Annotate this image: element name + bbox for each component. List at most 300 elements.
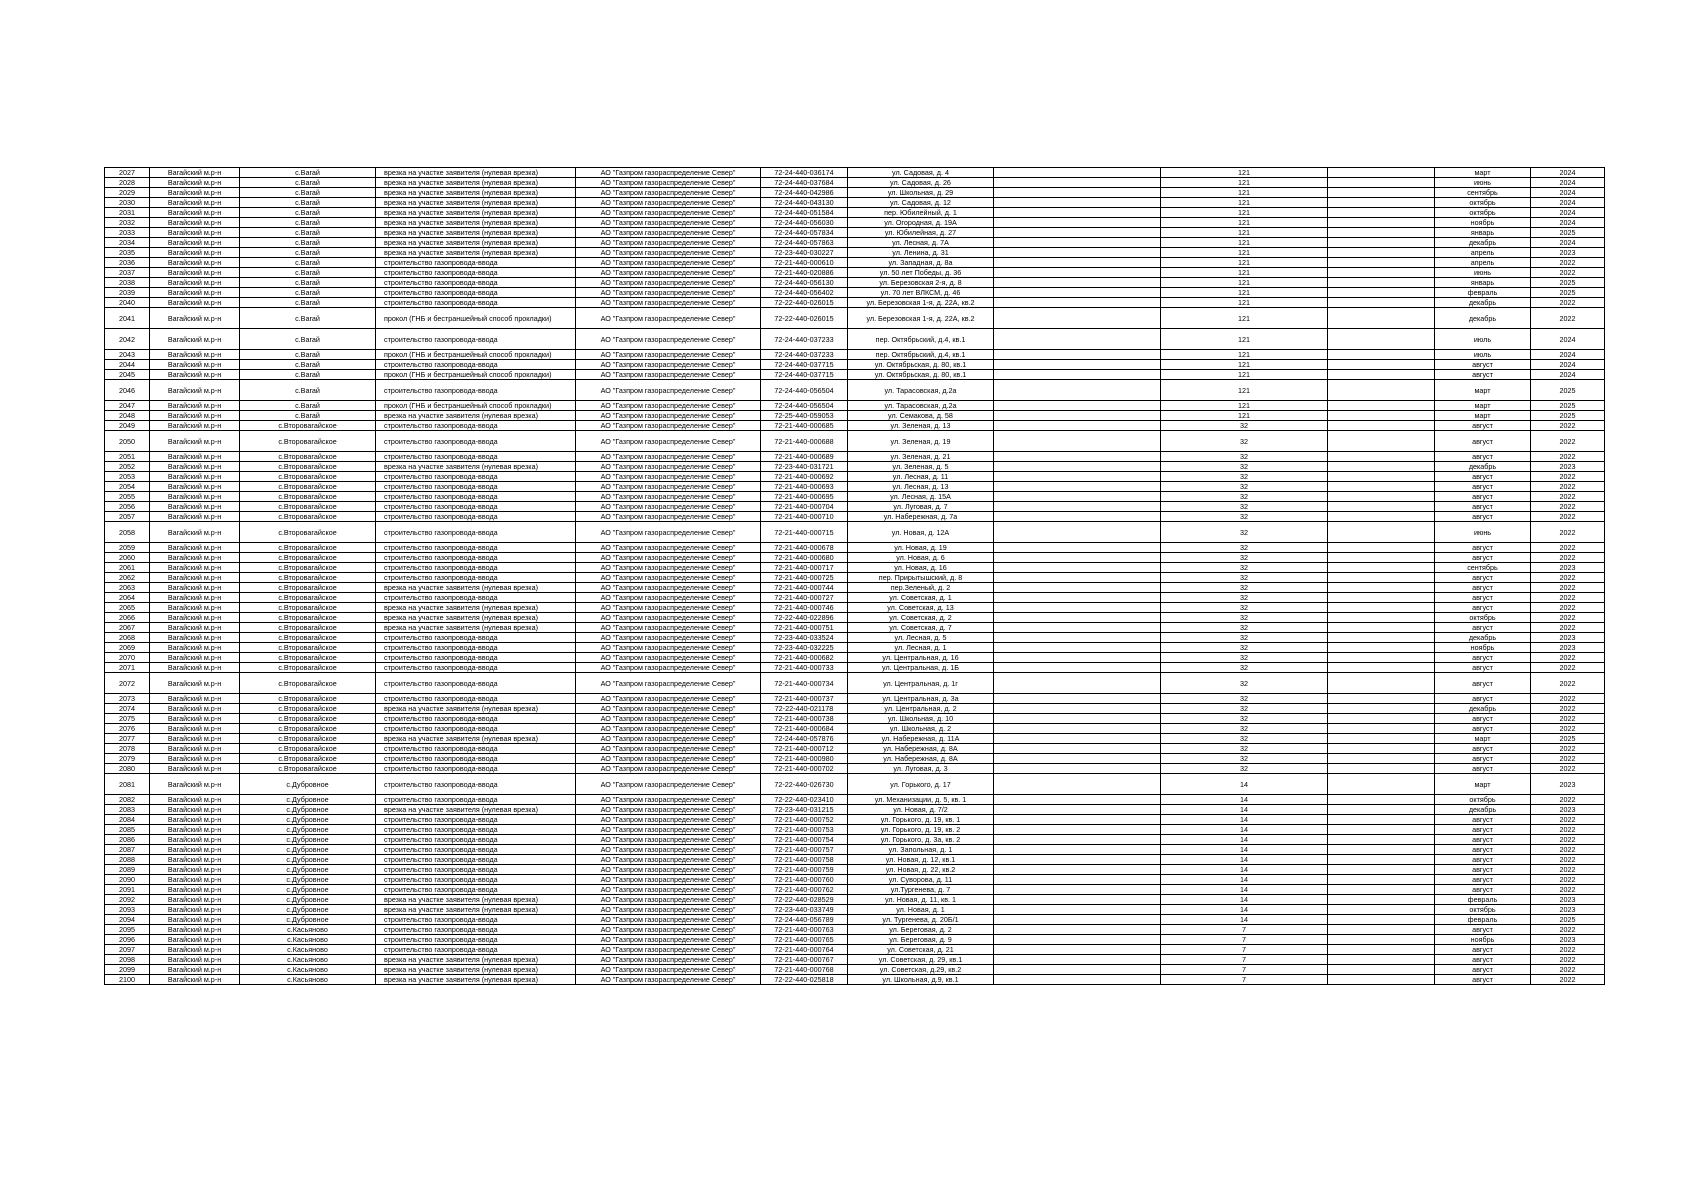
district: Вагайский м.р-н — [150, 492, 240, 502]
month: август — [1435, 845, 1531, 855]
month: август — [1435, 452, 1531, 462]
settlement: с.Второвагайское — [240, 492, 376, 502]
work-type: прокол (ГНБ и бестраншейный способ прокладки) — [376, 308, 576, 329]
organization: АО "Газпром газораспределение Север" — [576, 329, 761, 350]
settlement: с.Второвагайское — [240, 573, 376, 583]
empty-cell — [994, 370, 1161, 380]
address: ул. Зеленая, д. 19 — [848, 431, 994, 452]
work-type: врезка на участке заявителя (нулевая врезка) — [376, 583, 576, 593]
capacity: 32 — [1161, 764, 1328, 774]
capacity: 121 — [1161, 380, 1328, 401]
address: ул. Луговая, д. 7 — [848, 502, 994, 512]
district: Вагайский м.р-н — [150, 955, 240, 965]
capacity: 32 — [1161, 734, 1328, 744]
address: ул. Лесная, д. 7А — [848, 238, 994, 248]
settlement: с.Дубровное — [240, 855, 376, 865]
empty-cell — [994, 774, 1161, 795]
empty-cell — [994, 694, 1161, 704]
work-type: врезка на участке заявителя (нулевая врезка) — [376, 228, 576, 238]
empty-cell — [1328, 228, 1435, 238]
empty-cell — [1328, 744, 1435, 754]
year: 2024 — [1531, 168, 1605, 178]
address: ул. Горького, д. 19, кв. 1 — [848, 815, 994, 825]
application-number: 72-21-440-020886 — [761, 268, 848, 278]
district: Вагайский м.р-н — [150, 744, 240, 754]
month: август — [1435, 482, 1531, 492]
empty-cell — [994, 623, 1161, 633]
district: Вагайский м.р-н — [150, 228, 240, 238]
year: 2022 — [1531, 308, 1605, 329]
month: декабрь — [1435, 704, 1531, 714]
empty-cell — [1328, 218, 1435, 228]
year: 2022 — [1531, 298, 1605, 308]
empty-cell — [994, 268, 1161, 278]
capacity: 14 — [1161, 865, 1328, 875]
empty-cell — [994, 350, 1161, 360]
empty-cell — [994, 663, 1161, 673]
application-number: 72-24-440-037233 — [761, 329, 848, 350]
work-type: строительство газопровода-ввода — [376, 482, 576, 492]
year: 2022 — [1531, 653, 1605, 663]
empty-cell — [994, 845, 1161, 855]
district: Вагайский м.р-н — [150, 663, 240, 673]
year: 2024 — [1531, 208, 1605, 218]
settlement: с.Дубровное — [240, 865, 376, 875]
district: Вагайский м.р-н — [150, 421, 240, 431]
application-number: 72-21-440-000767 — [761, 955, 848, 965]
row-number: 2055 — [105, 492, 150, 502]
row-number: 2060 — [105, 553, 150, 563]
work-type: строительство газопровода-ввода — [376, 845, 576, 855]
organization: АО "Газпром газораспределение Север" — [576, 724, 761, 734]
application-number: 72-21-440-000734 — [761, 673, 848, 694]
capacity: 32 — [1161, 563, 1328, 573]
year: 2022 — [1531, 885, 1605, 895]
table-row — [105, 613, 1605, 623]
empty-cell — [994, 278, 1161, 288]
month: август — [1435, 573, 1531, 583]
application-number: 72-24-440-056504 — [761, 401, 848, 411]
year: 2024 — [1531, 350, 1605, 360]
organization: АО "Газпром газораспределение Север" — [576, 593, 761, 603]
month: август — [1435, 421, 1531, 431]
table-row — [105, 905, 1605, 915]
application-number: 72-21-440-000738 — [761, 714, 848, 724]
address: ул. Набережная, д. 8А — [848, 754, 994, 764]
district: Вагайский м.р-н — [150, 308, 240, 329]
settlement: с.Второвагайское — [240, 563, 376, 573]
capacity: 32 — [1161, 613, 1328, 623]
application-number: 72-21-440-000757 — [761, 845, 848, 855]
work-type: строительство газопровода-ввода — [376, 825, 576, 835]
settlement: с.Второвагайское — [240, 663, 376, 673]
capacity: 121 — [1161, 178, 1328, 188]
empty-cell — [994, 360, 1161, 370]
year: 2022 — [1531, 694, 1605, 704]
empty-cell — [1328, 754, 1435, 764]
organization: АО "Газпром газораспределение Север" — [576, 563, 761, 573]
address: ул. Луговая, д. 3 — [848, 764, 994, 774]
row-number: 2061 — [105, 563, 150, 573]
address: ул. Центральная, д. 2 — [848, 704, 994, 714]
address: ул. Береговая, д. 2 — [848, 925, 994, 935]
capacity: 32 — [1161, 714, 1328, 724]
work-type: врезка на участке заявителя (нулевая врезка) — [376, 905, 576, 915]
work-type: прокол (ГНБ и бестраншейный способ прокладки) — [376, 401, 576, 411]
year: 2023 — [1531, 563, 1605, 573]
empty-cell — [994, 975, 1161, 985]
year: 2022 — [1531, 673, 1605, 694]
table-row — [105, 704, 1605, 714]
settlement: с.Дубровное — [240, 885, 376, 895]
empty-cell — [1328, 462, 1435, 472]
organization: АО "Газпром газораспределение Север" — [576, 178, 761, 188]
district: Вагайский м.р-н — [150, 553, 240, 563]
address: ул. Горького, д. 3а, кв. 2 — [848, 835, 994, 845]
row-number: 2032 — [105, 218, 150, 228]
capacity: 7 — [1161, 945, 1328, 955]
year: 2024 — [1531, 178, 1605, 188]
address: ул. Тургенева, д. 20Б/1 — [848, 915, 994, 925]
empty-cell — [1328, 673, 1435, 694]
district: Вагайский м.р-н — [150, 623, 240, 633]
application-number: 72-24-440-037715 — [761, 370, 848, 380]
year: 2022 — [1531, 825, 1605, 835]
row-number: 2040 — [105, 298, 150, 308]
work-type: врезка на участке заявителя (нулевая врезка) — [376, 623, 576, 633]
row-number: 2082 — [105, 795, 150, 805]
application-number: 72-22-440-021178 — [761, 704, 848, 714]
settlement: с.Второвагайское — [240, 482, 376, 492]
application-number: 72-21-440-000753 — [761, 825, 848, 835]
row-number: 2086 — [105, 835, 150, 845]
table-row — [105, 512, 1605, 522]
organization: АО "Газпром газораспределение Север" — [576, 380, 761, 401]
table-row — [105, 380, 1605, 401]
district: Вагайский м.р-н — [150, 774, 240, 795]
row-number: 2028 — [105, 178, 150, 188]
application-number: 72-21-440-000695 — [761, 492, 848, 502]
year: 2022 — [1531, 714, 1605, 724]
empty-cell — [1328, 875, 1435, 885]
district: Вагайский м.р-н — [150, 673, 240, 694]
work-type: строительство газопровода-ввода — [376, 774, 576, 795]
year: 2022 — [1531, 258, 1605, 268]
settlement: с.Второвагайское — [240, 704, 376, 714]
table-row — [105, 975, 1605, 985]
row-number: 2046 — [105, 380, 150, 401]
work-type: строительство газопровода-ввода — [376, 288, 576, 298]
settlement: с.Касьяново — [240, 975, 376, 985]
month: февраль — [1435, 895, 1531, 905]
work-type: строительство газопровода-ввода — [376, 724, 576, 734]
empty-cell — [994, 865, 1161, 875]
table-row — [105, 198, 1605, 208]
table-row — [105, 734, 1605, 744]
application-number: 72-24-440-057863 — [761, 238, 848, 248]
table-row — [105, 308, 1605, 329]
table-row — [105, 825, 1605, 835]
row-number: 2063 — [105, 583, 150, 593]
row-number: 2071 — [105, 663, 150, 673]
application-number: 72-21-440-000764 — [761, 945, 848, 955]
address: ул. Советская, д. 13 — [848, 603, 994, 613]
settlement: с.Второвагайское — [240, 623, 376, 633]
empty-cell — [994, 329, 1161, 350]
address: ул. Огородная, д. 19А — [848, 218, 994, 228]
row-number: 2080 — [105, 764, 150, 774]
month: декабрь — [1435, 805, 1531, 815]
work-type: врезка на участке заявителя (нулевая врезка) — [376, 603, 576, 613]
month: октябрь — [1435, 795, 1531, 805]
organization: АО "Газпром газораспределение Север" — [576, 704, 761, 714]
settlement: с.Вагай — [240, 370, 376, 380]
work-type: строительство газопровода-ввода — [376, 714, 576, 724]
table-row — [105, 178, 1605, 188]
work-type: врезка на участке заявителя (нулевая врезка) — [376, 248, 576, 258]
address: ул. Школьная, д. 29 — [848, 188, 994, 198]
month: март — [1435, 774, 1531, 795]
organization: АО "Газпром газораспределение Север" — [576, 975, 761, 985]
address: ул. Семакова, д. 58 — [848, 411, 994, 421]
empty-cell — [1328, 380, 1435, 401]
district: Вагайский м.р-н — [150, 360, 240, 370]
organization: АО "Газпром газораспределение Север" — [576, 482, 761, 492]
empty-cell — [994, 421, 1161, 431]
capacity: 121 — [1161, 228, 1328, 238]
row-number: 2100 — [105, 975, 150, 985]
empty-cell — [994, 553, 1161, 563]
work-type: строительство газопровода-ввода — [376, 573, 576, 583]
table-row — [105, 553, 1605, 563]
empty-cell — [994, 288, 1161, 298]
address: ул. Лесная, д. 13 — [848, 482, 994, 492]
work-type: строительство газопровода-ввода — [376, 945, 576, 955]
address: ул. Набережная, д. 8А — [848, 744, 994, 754]
year: 2023 — [1531, 905, 1605, 915]
table-row — [105, 329, 1605, 350]
application-number: 72-23-440-033749 — [761, 905, 848, 915]
district: Вагайский м.р-н — [150, 431, 240, 452]
month: август — [1435, 694, 1531, 704]
empty-cell — [994, 238, 1161, 248]
district: Вагайский м.р-н — [150, 298, 240, 308]
empty-cell — [1328, 411, 1435, 421]
address: ул. Школьная, д. 2 — [848, 724, 994, 734]
table-row — [105, 895, 1605, 905]
organization: АО "Газпром газораспределение Север" — [576, 613, 761, 623]
organization: АО "Газпром газораспределение Север" — [576, 308, 761, 329]
month: январь — [1435, 228, 1531, 238]
row-number: 2041 — [105, 308, 150, 329]
empty-cell — [994, 754, 1161, 764]
address: ул. Советская, д. 2 — [848, 613, 994, 623]
year: 2022 — [1531, 452, 1605, 462]
empty-cell — [994, 168, 1161, 178]
table-row — [105, 401, 1605, 411]
empty-cell — [1328, 298, 1435, 308]
empty-cell — [1328, 734, 1435, 744]
work-type: строительство газопровода-ввода — [376, 492, 576, 502]
application-number: 72-21-440-000693 — [761, 482, 848, 492]
empty-cell — [1328, 653, 1435, 663]
capacity: 14 — [1161, 805, 1328, 815]
empty-cell — [994, 522, 1161, 543]
application-number: 72-21-440-000980 — [761, 754, 848, 764]
table-row — [105, 593, 1605, 603]
district: Вагайский м.р-н — [150, 945, 240, 955]
capacity: 32 — [1161, 603, 1328, 613]
row-number: 2088 — [105, 855, 150, 865]
table-row — [105, 865, 1605, 875]
address: ул. Березовская 1-я, д. 22А, кв.2 — [848, 308, 994, 329]
year: 2022 — [1531, 744, 1605, 754]
data-table — [104, 167, 1605, 985]
empty-cell — [1328, 492, 1435, 502]
organization: АО "Газпром газораспределение Север" — [576, 278, 761, 288]
table-row — [105, 925, 1605, 935]
year: 2024 — [1531, 360, 1605, 370]
table-row — [105, 885, 1605, 895]
capacity: 32 — [1161, 643, 1328, 653]
capacity: 121 — [1161, 350, 1328, 360]
address: ул. Новая, д. 6 — [848, 553, 994, 563]
capacity: 121 — [1161, 308, 1328, 329]
application-number: 72-24-440-037233 — [761, 350, 848, 360]
table-row — [105, 492, 1605, 502]
month: декабрь — [1435, 238, 1531, 248]
district: Вагайский м.р-н — [150, 278, 240, 288]
row-number: 2047 — [105, 401, 150, 411]
district: Вагайский м.р-н — [150, 248, 240, 258]
work-type: врезка на участке заявителя (нулевая врезка) — [376, 411, 576, 421]
row-number: 2034 — [105, 238, 150, 248]
organization: АО "Газпром газораспределение Север" — [576, 885, 761, 895]
district: Вагайский м.р-н — [150, 845, 240, 855]
organization: АО "Газпром газораспределение Север" — [576, 815, 761, 825]
application-number: 72-24-440-057876 — [761, 734, 848, 744]
organization: АО "Газпром газораспределение Север" — [576, 915, 761, 925]
year: 2023 — [1531, 633, 1605, 643]
settlement: с.Второвагайское — [240, 512, 376, 522]
table-row — [105, 411, 1605, 421]
organization: АО "Газпром газораспределение Север" — [576, 643, 761, 653]
settlement: с.Второвагайское — [240, 543, 376, 553]
organization: АО "Газпром газораспределение Север" — [576, 198, 761, 208]
address: ул. Садовая, д. 12 — [848, 198, 994, 208]
application-number: 72-21-440-000759 — [761, 865, 848, 875]
empty-cell — [994, 492, 1161, 502]
capacity: 32 — [1161, 543, 1328, 553]
empty-cell — [1328, 421, 1435, 431]
organization: АО "Газпром газораспределение Север" — [576, 431, 761, 452]
work-type: строительство газопровода-ввода — [376, 258, 576, 268]
table-row — [105, 945, 1605, 955]
capacity: 121 — [1161, 329, 1328, 350]
month: ноябрь — [1435, 935, 1531, 945]
month: август — [1435, 744, 1531, 754]
capacity: 32 — [1161, 482, 1328, 492]
organization: АО "Газпром газораспределение Север" — [576, 653, 761, 663]
empty-cell — [1328, 955, 1435, 965]
month: август — [1435, 543, 1531, 553]
settlement: с.Вагай — [240, 278, 376, 288]
organization: АО "Газпром газораспределение Север" — [576, 553, 761, 563]
year: 2022 — [1531, 512, 1605, 522]
capacity: 14 — [1161, 915, 1328, 925]
table-row — [105, 774, 1605, 795]
application-number: 72-22-440-028529 — [761, 895, 848, 905]
row-number: 2069 — [105, 643, 150, 653]
settlement: с.Второвагайское — [240, 472, 376, 482]
month: август — [1435, 875, 1531, 885]
empty-cell — [1328, 825, 1435, 835]
capacity: 32 — [1161, 593, 1328, 603]
year: 2022 — [1531, 482, 1605, 492]
row-number: 2065 — [105, 603, 150, 613]
row-number: 2052 — [105, 462, 150, 472]
year: 2022 — [1531, 522, 1605, 543]
settlement: с.Вагай — [240, 360, 376, 370]
empty-cell — [994, 653, 1161, 663]
work-type: врезка на участке заявителя (нулевая врезка) — [376, 238, 576, 248]
address: ул. Новая, д. 11, кв. 1 — [848, 895, 994, 905]
work-type: врезка на участке заявителя (нулевая врезка) — [376, 168, 576, 178]
row-number: 2078 — [105, 744, 150, 754]
empty-cell — [1328, 925, 1435, 935]
empty-cell — [1328, 563, 1435, 573]
empty-cell — [1328, 278, 1435, 288]
district: Вагайский м.р-н — [150, 502, 240, 512]
address: ул. Советская, д. 29, кв.1 — [848, 955, 994, 965]
capacity: 32 — [1161, 472, 1328, 482]
month: июнь — [1435, 522, 1531, 543]
work-type: строительство газопровода-ввода — [376, 935, 576, 945]
capacity: 32 — [1161, 694, 1328, 704]
month: август — [1435, 623, 1531, 633]
empty-cell — [1328, 714, 1435, 724]
empty-cell — [1328, 188, 1435, 198]
row-number: 2057 — [105, 512, 150, 522]
row-number: 2072 — [105, 673, 150, 694]
application-number: 72-21-440-000758 — [761, 855, 848, 865]
organization: АО "Газпром газораспределение Север" — [576, 623, 761, 633]
district: Вагайский м.р-н — [150, 411, 240, 421]
district: Вагайский м.р-н — [150, 885, 240, 895]
empty-cell — [1328, 845, 1435, 855]
empty-cell — [1328, 663, 1435, 673]
settlement: с.Вагай — [240, 329, 376, 350]
settlement: с.Вагай — [240, 238, 376, 248]
settlement: с.Вагай — [240, 308, 376, 329]
empty-cell — [994, 613, 1161, 623]
organization: АО "Газпром газораспределение Север" — [576, 805, 761, 815]
address: ул. Новая, д. 7/2 — [848, 805, 994, 815]
district: Вагайский м.р-н — [150, 198, 240, 208]
settlement: с.Второвагайское — [240, 694, 376, 704]
organization: АО "Газпром газораспределение Север" — [576, 673, 761, 694]
table-row — [105, 714, 1605, 724]
row-number: 2079 — [105, 754, 150, 764]
table-row — [105, 298, 1605, 308]
application-number: 72-22-440-026730 — [761, 774, 848, 795]
application-number: 72-24-440-056789 — [761, 915, 848, 925]
row-number: 2043 — [105, 350, 150, 360]
row-number: 2036 — [105, 258, 150, 268]
empty-cell — [994, 925, 1161, 935]
empty-cell — [1328, 168, 1435, 178]
year: 2022 — [1531, 543, 1605, 553]
